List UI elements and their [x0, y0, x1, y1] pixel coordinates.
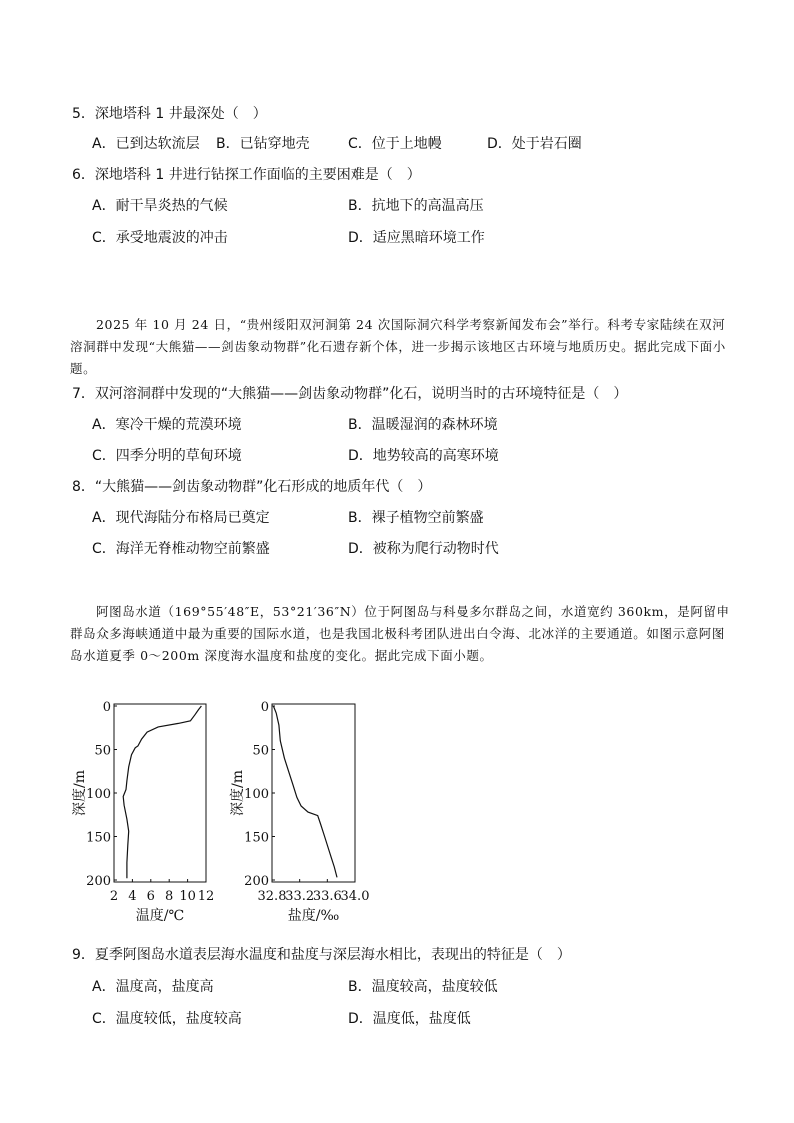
chart-salinity-series-line [273, 706, 337, 877]
chart-salinity-y-tick-label: 50 [252, 743, 269, 759]
chart-temperature-x-tick-label: 6 [146, 889, 155, 904]
question-7-stem: 7．双河溶洞群中发现的“大熊猫——剑齿象动物群”化石，说明当时的古环境特征是（ ） [72, 386, 628, 402]
chart-temperature-y-tick-label: 100 [86, 787, 111, 802]
question-7-option-c[interactable]: C．四季分明的草甸环境 [92, 448, 242, 464]
chart-temperature-x-tick-label: 12 [197, 889, 215, 904]
chart-temperature-y-axis-label: 深度/m [72, 770, 88, 816]
chart-temperature-x-tick-label: 10 [179, 889, 196, 904]
question-7-option-a[interactable]: A．寒冷干燥的荒漠环境 [92, 417, 242, 433]
question-8-option-d[interactable]: D．被称为爬行动物时代 [348, 541, 499, 557]
chart-temperature-x-tick-label: 2 [109, 889, 119, 904]
question-6-option-b[interactable]: B．抗地下的高温高压 [348, 198, 484, 214]
chart-salinity-x-axis-label: 盐度/‰ [287, 908, 340, 924]
chart-salinity-x-tick-label: 33.6 [312, 889, 342, 904]
chart-temperature-y-tick-label: 200 [86, 874, 111, 889]
question-8-option-a[interactable]: A．现代海陆分布格局已奠定 [92, 510, 270, 526]
chart-temperature-y-tick-label: 50 [94, 743, 111, 759]
chart-temperature-x-axis-label: 温度/℃ [135, 908, 185, 924]
question-8-option-c[interactable]: C．海洋无脊椎动物空前繁盛 [92, 541, 270, 557]
chart-temperature-x-tick-label: 8 [165, 889, 174, 904]
chart-temperature-x-tick-label: 4 [128, 889, 137, 904]
question-6-option-c[interactable]: C．承受地震波的冲击 [92, 230, 228, 246]
question-9-option-b[interactable]: B．温度较高，盐度较低 [348, 979, 498, 995]
chart-temperature-series-line [123, 706, 201, 878]
question-7-option-b[interactable]: B．温暖湿润的森林环境 [348, 417, 498, 433]
question-5-option-b[interactable]: B．已钻穿地壳 [216, 136, 310, 152]
question-5-option-a[interactable]: A．已到达软流层 [92, 136, 200, 152]
question-9-option-d[interactable]: D．温度低，盐度低 [348, 1011, 471, 1027]
question-6-stem: 6．深地塔科 1 井进行钻探工作面临的主要困难是（ ） [72, 167, 421, 183]
chart-salinity-x-tick-label: 32.8 [257, 889, 287, 904]
question-5-option-d[interactable]: D．处于岩石圈 [487, 136, 582, 152]
chart-salinity-frame [272, 704, 355, 882]
temperature-salinity-figure [72, 696, 372, 936]
question-5-stem: 5．深地塔科 1 井最深处（ ） [72, 106, 267, 122]
chart-salinity-y-tick-label: 100 [244, 787, 269, 802]
chart-salinity-y-tick-label: 150 [244, 830, 269, 846]
passage-fossil-discovery: 2025 年 10 月 24 日，“贵州绥阳双河洞第 24 次国际洞穴科学考察新闻发布会”举行。科考专家陆续在双河溶洞群中发现“大熊猫——剑齿象动物群”化石遗存新个体，进一步揭示该地区古环境与地质历史。据此完成下面小题。 [70, 317, 726, 376]
question-8-stem: 8．“大熊猫——剑齿象动物群”化石形成的地质年代（ ） [72, 479, 432, 495]
chart-salinity-y-tick-label: 200 [244, 874, 269, 889]
question-5-option-c[interactable]: C．位于上地幔 [348, 136, 442, 152]
question-7-option-d[interactable]: D．地势较高的高寒环境 [348, 448, 499, 464]
chart-temperature-y-tick-label: 0 [102, 700, 111, 715]
chart-salinity-x-tick-label: 33.2 [285, 889, 315, 904]
chart-salinity-y-tick-label: 0 [260, 700, 269, 715]
question-6-option-d[interactable]: D．适应黑暗环境工作 [348, 230, 485, 246]
chart-temperature-y-tick-label: 150 [86, 830, 111, 846]
question-9-stem: 9．夏季阿图岛水道表层海水温度和盐度与深层海水相比，表现出的特征是（ ） [72, 947, 571, 963]
chart-salinity-y-axis-label: 深度/m [230, 770, 246, 816]
question-9-option-a[interactable]: A．温度高，盐度高 [92, 979, 214, 995]
question-6-option-a[interactable]: A．耐干旱炎热的气候 [92, 198, 228, 214]
question-8-option-b[interactable]: B．裸子植物空前繁盛 [348, 510, 484, 526]
question-9-option-c[interactable]: C．温度较低，盐度较高 [92, 1011, 242, 1027]
chart-salinity-x-tick-label: 34.0 [340, 889, 370, 904]
passage-attu-strait: 阿图岛水道（169°55′48″E，53°21′36″N）位于阿图岛与科曼多尔群岛之间，水道宽约 360km，是阿留申群岛众多海峡通道中最为重要的国际水道，也是我国北极科考团队进出白令海、北冰洋的主要通道。如图示意阿图岛水道夏季 0～200m 深度海水温度和盐度的变化。据此完成下面小题。 [70, 604, 730, 663]
